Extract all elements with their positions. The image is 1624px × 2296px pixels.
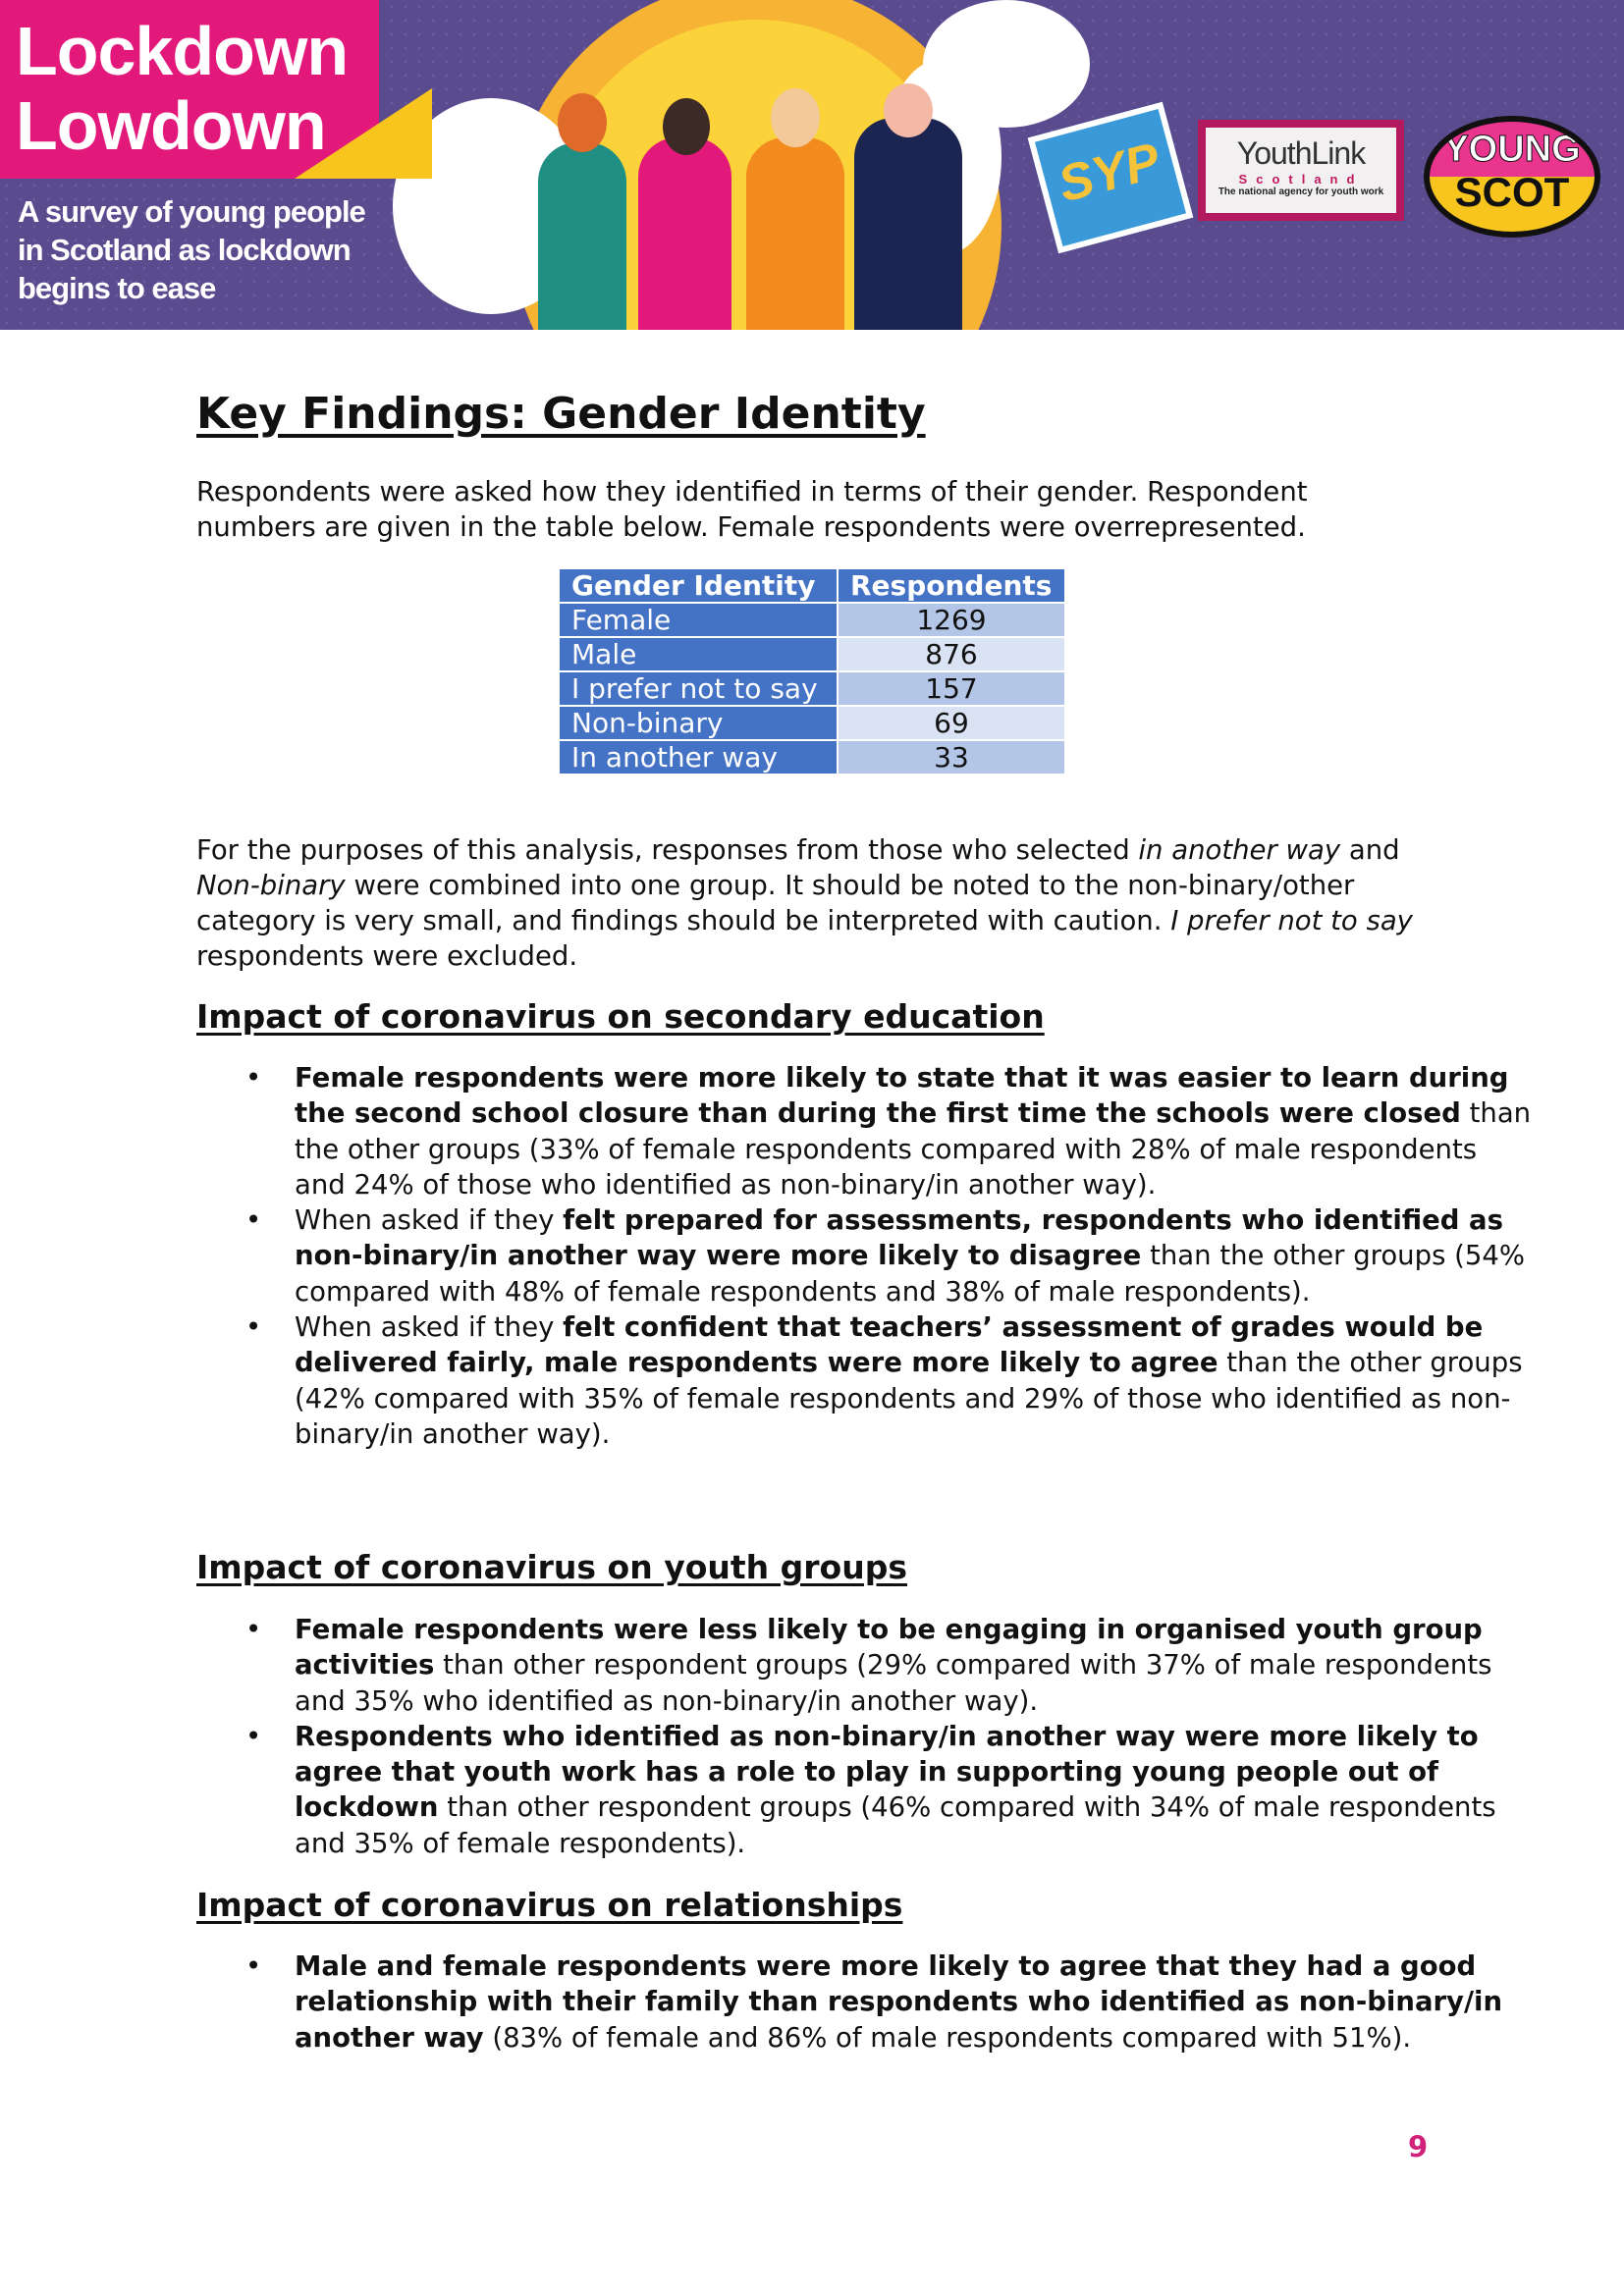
row-label: Female [559,603,838,637]
syp-logo: SYP [1028,102,1194,254]
section-heading-relationships: Impact of coronavirus on relationships [196,1886,903,1924]
person-illustration [746,137,844,330]
text-segment: felt prepared for assessments, respondents who identified as non-binary/in another way were more likely to disagree [295,1204,1503,1272]
bullet-item [295,1060,1534,1202]
text-segment: than the other groups (54% compared with 48% of female respondents and 38% of male respondents). [295,1240,1525,1308]
row-label: Male [559,637,838,671]
table-row [559,671,1065,706]
text-segment: (83% of female and 86% of male respondents compared with 51%). [483,2021,1412,2054]
text-segment: than the other groups (33% of female respondents compared with 28% of male respondents and 24% of those who identified as non-binary/in another way). [295,1097,1532,1201]
text-segment: and [1340,834,1400,866]
person-illustration [638,137,731,330]
person-illustration [854,118,962,330]
row-value: 33 [838,740,1065,774]
text-segment: than the other groups (42% compared with 35% of female respondents and 29% of those who identified as non-binary/in another way). [295,1347,1523,1450]
row-value: 1269 [838,603,1065,637]
youthlink-name: YouthLink [1236,135,1366,171]
gender-identity-table [558,567,1066,775]
text-segment: Female respondents were less likely to be engaging in organised youth group activities [295,1614,1483,1682]
banner-title-line: Lockdown [16,13,349,89]
bullet-item [295,1719,1534,1861]
row-value: 876 [838,637,1065,671]
text-segment: Non-binary [196,870,346,901]
bullet-item [295,1202,1534,1309]
bullet-item [295,1949,1534,2056]
table-row [559,603,1065,637]
text-segment: Respondents who identified as non-binary/in another way were more likely to agree that youth work has a role to play in supporting young people out of lockdown [295,1720,1479,1824]
text-segment: For the purposes of this analysis, responses from those who selected [196,834,1139,866]
banner-title-line: Lowdown [16,87,326,164]
row-value: 69 [838,706,1065,740]
row-label: I prefer not to say [559,671,838,706]
person-head [771,88,820,147]
person-head [663,98,710,155]
table-row [559,706,1065,740]
table-row [559,637,1065,671]
banner-subtitle-line: begins to ease [18,271,216,305]
row-label: In another way [559,740,838,774]
bullet-list-relationships [196,1949,1534,2056]
person-illustration [538,142,626,330]
young-scot-logo [1424,116,1600,238]
page-number: 9 [1408,2130,1429,2163]
text-segment: I prefer not to say [1170,905,1413,936]
bullet-item [295,1309,1534,1452]
person-head [884,83,933,137]
text-segment: felt confident that teachers’ assessment of grades would be delivered fairly, male respondents were more likely to agree [295,1311,1484,1379]
banner-subtitle-line: A survey of young people [18,194,365,229]
analysis-note [196,832,1434,974]
text-segment: in another way [1138,834,1341,866]
bullet-item [295,1612,1534,1719]
bullet-list-youth-groups [196,1612,1534,1861]
text-segment: than other respondent groups (29% compared with 37% of male respondents and 35% who identified as non-binary/in another way). [295,1649,1492,1717]
text-segment: When asked if they [295,1204,564,1237]
header-banner [0,0,1624,330]
text-segment: were combined into one group. It should be noted to the non-binary/other category is very small, and findings should be interpreted with caution. [196,870,1355,936]
text-segment: Male and female respondents were more likely to agree that they had a good relationship with their family than respondents who identified as non-binary/in another way [295,1950,1503,2054]
young-scot-bottom: SCOT [1454,169,1570,215]
text-segment: respondents were excluded. [196,940,578,972]
section-heading-education: Impact of coronavirus on secondary education [196,997,1045,1036]
row-label: Non-binary [559,706,838,740]
person-head [558,93,607,152]
banner-subtitle [18,192,365,307]
bullet-list-education [196,1060,1534,1452]
column-header: Gender Identity [559,568,838,603]
youthlink-sub: Scotland [1238,172,1364,187]
text-segment: Female respondents were more likely to state that it was easier to learn during the second school closure than during the first time the schools were closed [295,1062,1509,1130]
text-segment: than other respondent groups (46% compared with 34% of male respondents and 35% of female respondents). [295,1791,1496,1859]
young-scot-top: YOUNG [1443,129,1581,170]
table-header-row [559,568,1065,603]
text-segment: When asked if they [295,1311,564,1344]
section-heading-youth-groups: Impact of coronavirus on youth groups [196,1548,907,1586]
intro-paragraph: Respondents were asked how they identified in terms of their gender. Respondent numbers are given in the table below. Female respondents were overrepresented. [196,476,1308,543]
page-title: Key Findings: Gender Identity [196,389,926,439]
banner-subtitle-line: in Scotland as lockdown [18,233,351,267]
column-header: Respondents [838,568,1065,603]
youthlink-logo [1198,120,1404,221]
row-value: 157 [838,671,1065,706]
banner-title [16,14,348,163]
youthlink-tagline: The national agency for youth work [1218,187,1384,197]
table-row [559,740,1065,774]
